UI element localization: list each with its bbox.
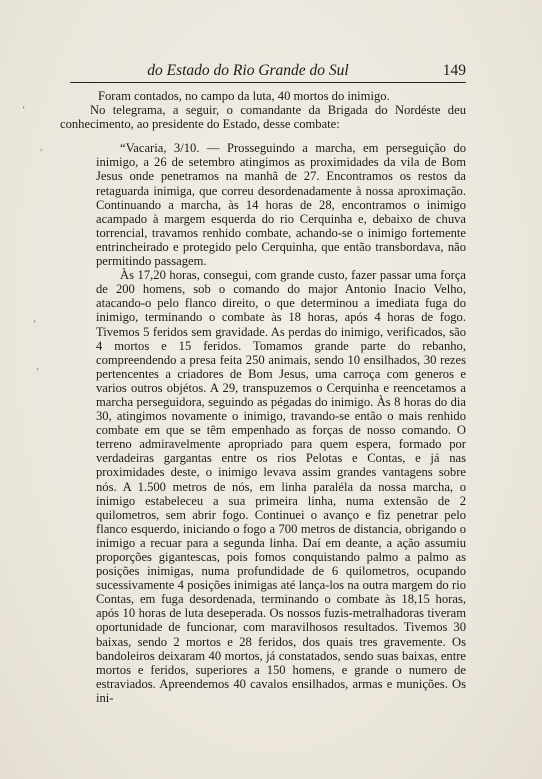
page-number: 149: [442, 62, 466, 79]
margin-speck: ‘: [33, 319, 37, 330]
margin-speck: ’: [36, 367, 40, 378]
margin-speck: ‘: [22, 105, 26, 116]
body-text: [60, 89, 466, 705]
quoted-telegram-continued: Às 17,20 horas, consegui, com grande custo, fazer passar uma força de 200 homens, sob o comando do major Antonio Inacio Velho, atacando-o pelo flanco direito, o que determinou a imediata fuga do inimigo, terminando o combate às 18 horas, após 4 horas de fogo. Tivemos 5 feridos sem gravidade. As perdas do inimigo, verificados, são 4 mortos e 15 feridos. Tomamos grande parte do rebanho, compreendendo a presa feita 250 animais, sendo 10 ensilhados, 30 rezes pertencentes a criadores de Bom Jesus, uma carroça com generos e varios outros objétos. A 29, transpuzemos o Cerquinha e reencetamos a marcha perseguidora, seguindo as pégadas do inimigo. Às 8 horas do dia 30, atingimos novamente o inimigo, travando-se então o mais renhido combate em que se têm empenhado as forças de nosso comando. O terreno admiravelmente apropriado para quem espera, formado por verdadeiras gargantas entre os rios Pelotas e Contas, e já nas proximidades deste, o inimigo levava assim grandes vantagens sobre nós. A 1.500 metros de nós, em linha paraléla da nossa marcha, o inimigo estabeleceu a sua primeira linha, numa extensão de 2 quilometros, sem abrir fogo. Continuei o avanço e fiz penetrar pelo flanco esquerdo, iniciando o fogo a 700 metros de distancia, obrigando o inimigo a recuar para a segunda linha. Daí em deante, a ação assumiu proporções gigantescas, pois fomos conquistando palmo a palmo as posições inimigas, numa profundidade de 6 quilometros, ocupando sucessivamente 4 posições inimigas até lança-los na outra margem do rio Contas, em fuga desordenada, terminando o combate às 18,15 horas, após 10 horas de luta deseperada. Os nossos fuzis-metralhadoras tiveram oportunidade de funcionar, com maravilhosos resultados. Tivemos 30 baixas, sendo 2 mortos e 28 feridos, dos quais tres gravemente. Os bandoleiros deixaram 40 mortos, já constatados, sendo suas baixas, entre mortos e feridos, superiores a 150 homens, e grande o numero de estraviados. Apreendemos 40 cavalos ensilhados, armas e munições. Os ini-: [96, 268, 466, 705]
header-title: do Estado do Rio Grande do Sul: [147, 62, 349, 79]
header-rule: [70, 82, 466, 83]
paragraph: No telegrama, a seguir, o comandante da Brigada do Nordéste deu conhecimento, ao presidente do Estado, desse combate:: [60, 103, 466, 132]
margin-speck: ,: [40, 142, 43, 153]
quoted-telegram: “Vacaria, 3/10. — Prosseguindo a marcha, em perseguição do inimigo, a 26 de setembro atingimos as proximidades da vila de Bom Jesus onde penetramos na manhã de 27. Encontramos os restos da retaguarda inimiga, que correu desordenadamente à nossa aproximação. Continuando a marcha, às 14 horas de 28, encontramos o inimigo acampado à margem esquerda do rio Cerquinha e, debaixo de chuva torrencial, travamos renhido combate, achando-se o inimigo fortemente entrincheirado e protegido pelo Cerquinha, que então transbordava, não permitindo passagem.: [96, 141, 466, 269]
paragraph: Foram contados, no campo da luta, 40 mortos do inimigo.: [98, 89, 390, 103]
running-header: [70, 62, 466, 82]
